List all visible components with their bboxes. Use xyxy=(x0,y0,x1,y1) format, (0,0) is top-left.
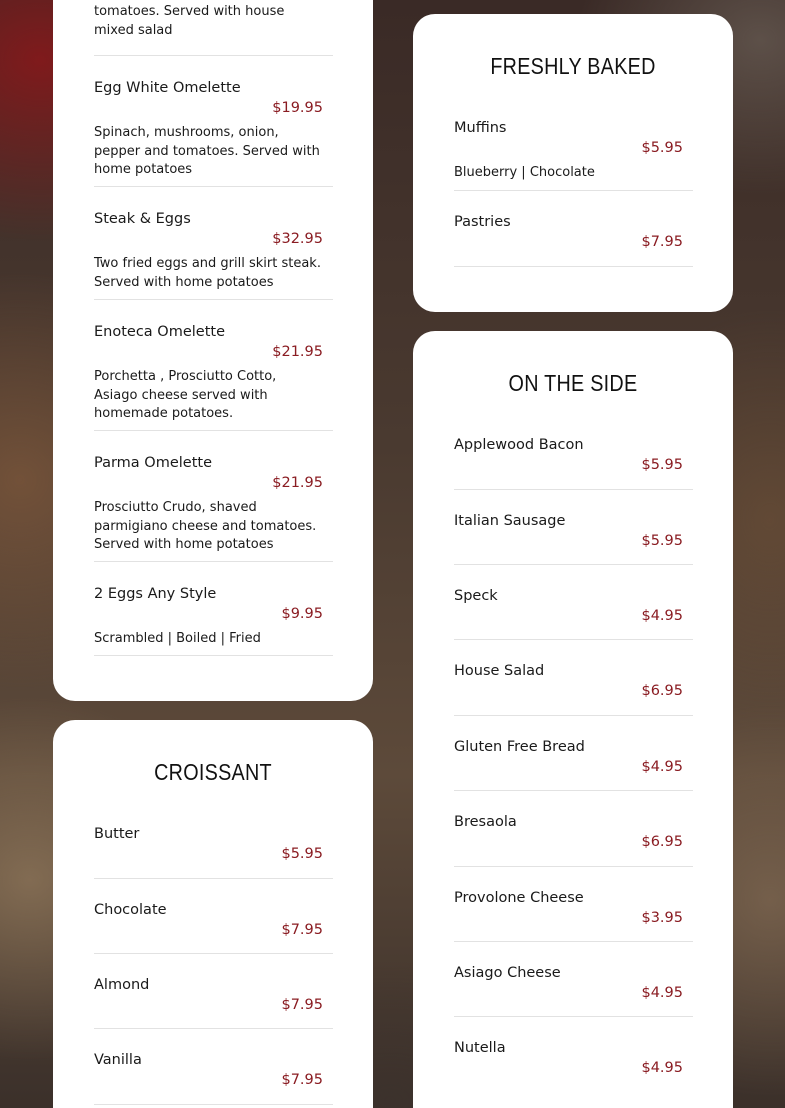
menu-item-italian-sausage xyxy=(454,513,693,549)
menu-item-enoteca-omelette xyxy=(94,324,333,421)
item-description: tomatoes. Served with house mixed salad xyxy=(94,4,285,38)
divider xyxy=(94,1104,333,1105)
menu-item-vanilla xyxy=(94,1052,333,1088)
menu-item-steak-eggs xyxy=(94,211,333,290)
divider xyxy=(94,878,333,879)
menu-item-bresaola xyxy=(454,814,693,850)
item-name: Steak & Eggs xyxy=(94,211,191,227)
menu-item-chocolate xyxy=(94,902,333,938)
item-name: 2 Eggs Any Style xyxy=(94,586,217,602)
divider xyxy=(454,1016,693,1017)
item-price: $6.95 xyxy=(641,834,683,850)
item-price: $7.95 xyxy=(641,234,683,250)
item-name: Gluten Free Bread xyxy=(454,739,585,755)
item-price: $7.95 xyxy=(281,997,323,1013)
divider xyxy=(454,266,693,267)
menu-item-almond xyxy=(94,977,333,1013)
freshly-baked-menu-card xyxy=(413,14,733,312)
on-the-side-menu-card xyxy=(413,331,733,1108)
section-title: ON THE SIDE xyxy=(508,370,638,396)
breakfast-menu-card xyxy=(53,0,373,701)
item-name: House Salad xyxy=(454,663,545,679)
item-price: $9.95 xyxy=(281,606,323,622)
divider xyxy=(94,299,333,300)
item-name: Applewood Bacon xyxy=(454,437,584,453)
menu-item-provolone-cheese xyxy=(454,890,693,926)
item-price: $5.95 xyxy=(641,533,683,549)
item-name: Almond xyxy=(94,977,150,993)
item-description: Two fried eggs and grill skirt steak. Served with home potatoes xyxy=(94,256,321,290)
divider xyxy=(94,561,333,562)
item-price: $19.95 xyxy=(272,100,323,116)
divider xyxy=(454,564,693,565)
item-name: Asiago Cheese xyxy=(454,965,561,981)
item-name: Egg White Omelette xyxy=(94,80,241,96)
croissant-menu-card xyxy=(53,720,373,1108)
divider xyxy=(454,489,693,490)
item-name: Pastries xyxy=(454,214,511,230)
menu-item-gluten-free-bread xyxy=(454,739,693,775)
divider xyxy=(94,655,333,656)
menu-item-applewood-bacon xyxy=(454,437,693,473)
menu-item-asiago-cheese xyxy=(454,965,693,1001)
item-price: $5.95 xyxy=(281,846,323,862)
item-name: Muffins xyxy=(454,120,507,136)
item-description: Blueberry | Chocolate xyxy=(454,165,595,180)
item-price: $21.95 xyxy=(272,475,323,491)
section-title: FRESHLY BAKED xyxy=(490,53,656,79)
menu-item-muffins xyxy=(454,120,693,180)
divider xyxy=(454,866,693,867)
divider xyxy=(94,953,333,954)
item-price: $4.95 xyxy=(641,608,683,624)
item-price: $5.95 xyxy=(641,140,683,156)
menu-item-parma-omelette xyxy=(94,455,333,552)
item-description: Spinach, mushrooms, onion, pepper and tomatoes. Served with home potatoes xyxy=(94,125,320,177)
menu-item-speck xyxy=(454,588,693,624)
item-description: Porchetta , Prosciutto Cotto, Asiago cheese served with homemade potatoes. xyxy=(94,369,277,421)
divider xyxy=(94,55,333,56)
item-name: Nutella xyxy=(454,1040,506,1056)
menu-item-nutella xyxy=(454,1040,693,1076)
menu-item-house-salad xyxy=(454,663,693,699)
menu-item-pastries xyxy=(454,214,693,250)
item-name: Vanilla xyxy=(94,1052,142,1068)
item-price: $4.95 xyxy=(641,1060,683,1076)
item-name: Italian Sausage xyxy=(454,513,566,529)
divider xyxy=(454,715,693,716)
section-title: CROISSANT xyxy=(154,759,272,785)
menu-item-2-eggs-any-style xyxy=(94,586,333,646)
item-name: Provolone Cheese xyxy=(454,890,584,906)
item-name: Parma Omelette xyxy=(94,455,213,471)
item-name: Bresaola xyxy=(454,814,517,830)
item-price: $4.95 xyxy=(641,985,683,1001)
item-description: Scrambled | Boiled | Fried xyxy=(94,631,261,646)
item-name: Butter xyxy=(94,826,140,842)
divider xyxy=(94,430,333,431)
item-price: $6.95 xyxy=(641,683,683,699)
item-price: $21.95 xyxy=(272,344,323,360)
menu-item-butter xyxy=(94,826,333,862)
item-price: $32.95 xyxy=(272,231,323,247)
item-name: Enoteca Omelette xyxy=(94,324,225,340)
divider xyxy=(94,186,333,187)
divider xyxy=(454,941,693,942)
divider xyxy=(454,790,693,791)
item-name: Chocolate xyxy=(94,902,167,918)
item-price: $7.95 xyxy=(281,1072,323,1088)
item-price: $5.95 xyxy=(641,457,683,473)
item-price: $3.95 xyxy=(641,910,683,926)
menu-item-egg-white-omelette xyxy=(94,80,333,177)
divider xyxy=(94,1028,333,1029)
item-price: $4.95 xyxy=(641,759,683,775)
item-price: $7.95 xyxy=(281,922,323,938)
item-name: Speck xyxy=(454,588,498,604)
item-description: Prosciutto Crudo, shaved parmigiano cheese and tomatoes. Served with home potatoes xyxy=(94,500,317,552)
divider xyxy=(454,639,693,640)
divider xyxy=(454,190,693,191)
